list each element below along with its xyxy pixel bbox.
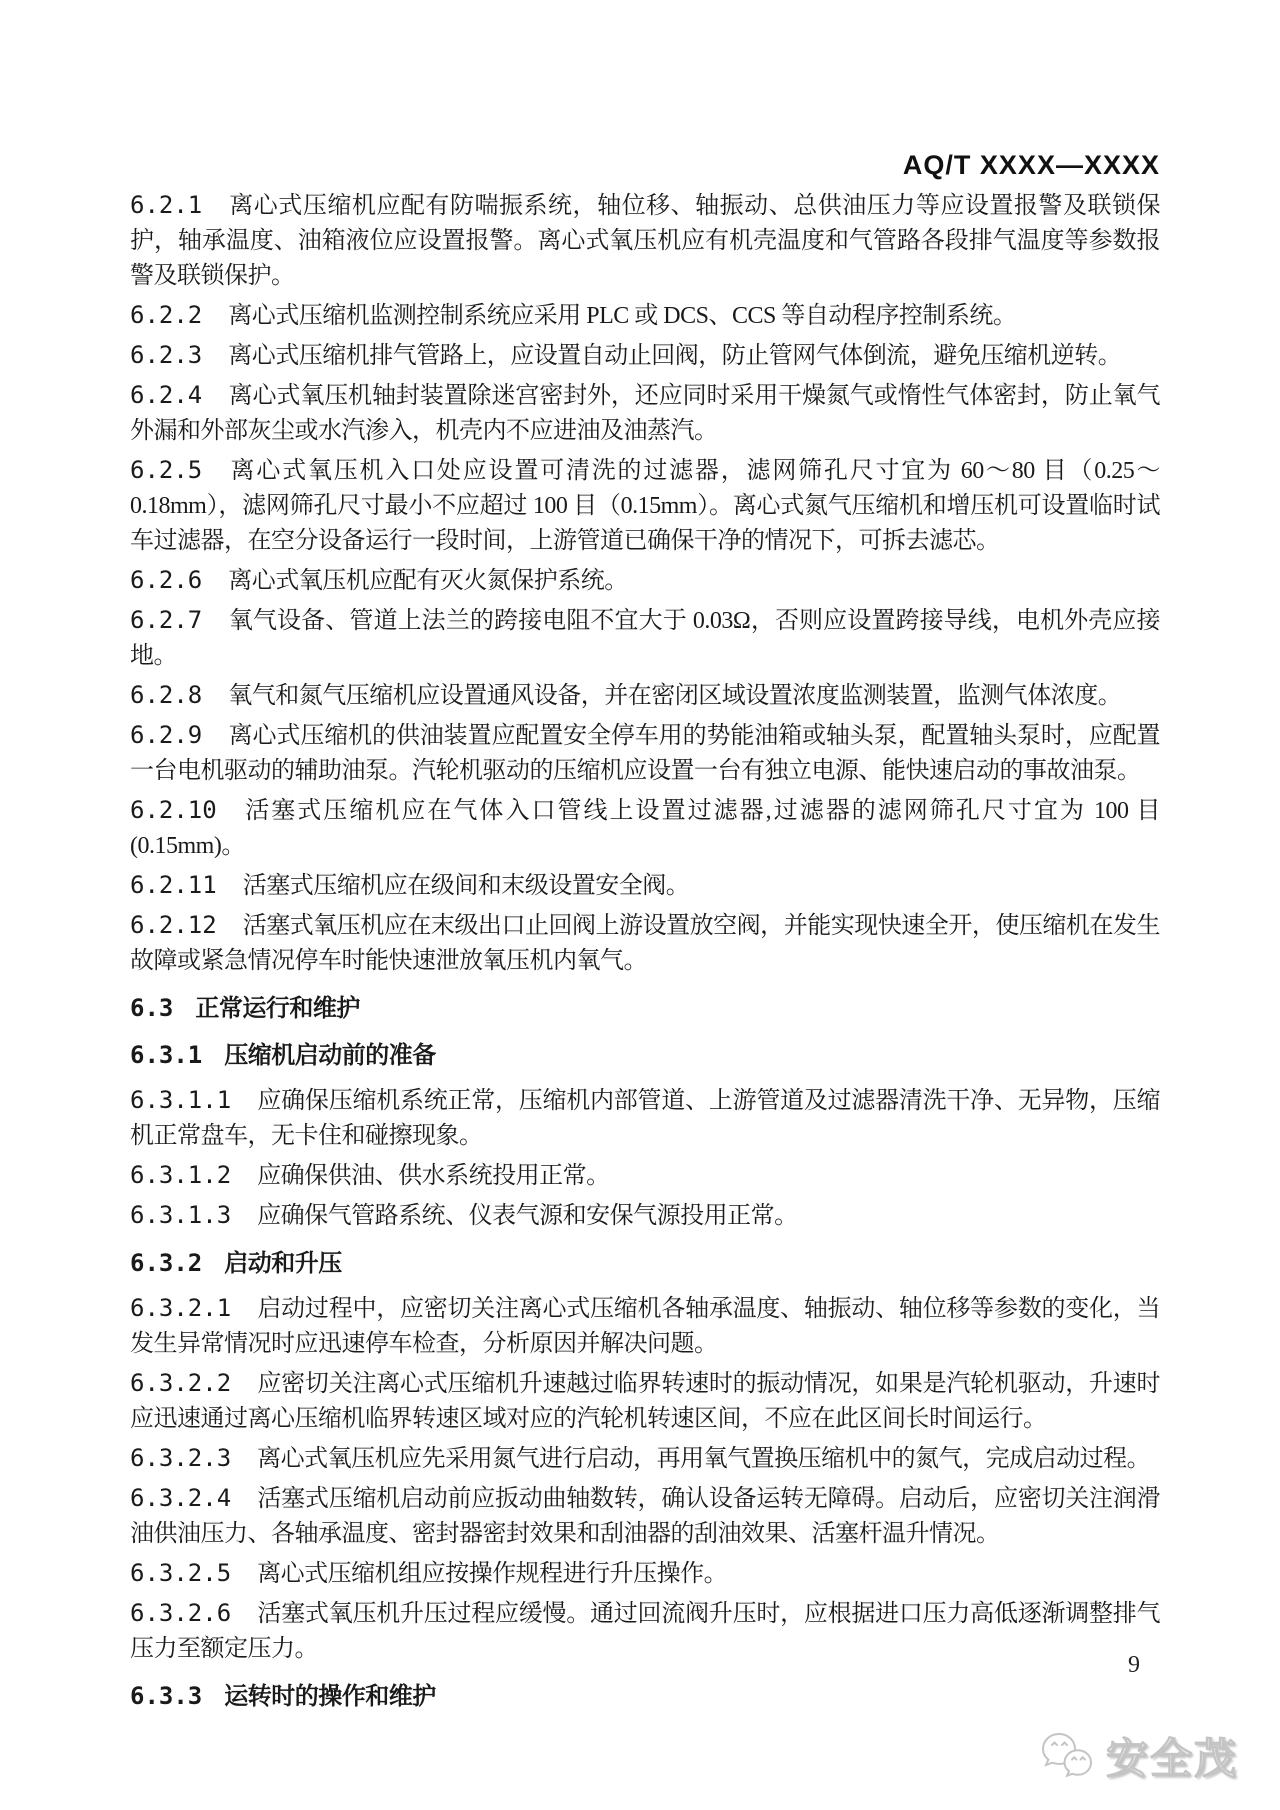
- clause-text: 启动过程中，应密切关注离心式压缩机各轴承温度、轴振动、轴位移等参数的变化，当发生异常情况时应迅速停车检查，分析原因并解决问题。: [130, 1296, 1160, 1357]
- clause-number: 6.3.1.2: [130, 1161, 232, 1189]
- heading-number: 6.3.2: [130, 1249, 203, 1277]
- clause-number: 6.2.6: [130, 566, 203, 594]
- clause-number: 6.2.3: [130, 341, 203, 369]
- clause-6.3.1.3: [130, 1198, 1160, 1234]
- clause-number: 6.2.5: [130, 456, 203, 484]
- clause-text: 离心式压缩机监测控制系统应采用 PLC 或 DCS、CCS 等自动程序控制系统。: [228, 303, 1017, 329]
- clause-6.2.10: [130, 793, 1160, 864]
- heading-6.3.1: [130, 1038, 1160, 1073]
- clause-6.2.12: [130, 908, 1160, 979]
- clause-text: 活塞式压缩机启动前应扳动曲轴数转，确认设备运转无障碍。启动后，应密切关注润滑油供油压力、各轴承温度、密封器密封效果和刮油器的刮油效果、活塞杆温升情况。: [130, 1486, 1160, 1547]
- clause-number: 6.3.2.3: [130, 1444, 232, 1472]
- standard-code: AQ/T XXXX—XXXX: [902, 150, 1160, 180]
- clause-text: 活塞式压缩机应在级间和末级设置安全阀。: [242, 873, 690, 899]
- clause-number: 6.2.7: [130, 606, 203, 634]
- wechat-chat-bubbles-icon: [1038, 1731, 1096, 1781]
- clause-text: 活塞式氧压机应在末级出口止回阀上游设置放空阀，并能实现快速全开，使压缩机在发生故障或紧急情况停车时能快速泄放氧压机内氧气。: [130, 913, 1160, 974]
- clause-6.3.2.4: [130, 1481, 1160, 1552]
- clause-text: 离心式氧压机应先采用氮气进行启动，再用氧气置换压缩机中的氮气，完成启动过程。: [257, 1446, 1151, 1472]
- clause-number: 6.2.9: [130, 721, 203, 749]
- clause-number: 6.3.1.3: [130, 1201, 232, 1229]
- clause-6.2.5: [130, 453, 1160, 559]
- clause-number: 6.2.10: [130, 796, 217, 824]
- clause-6.3.2.3: [130, 1441, 1160, 1477]
- clause-number: 6.2.1: [130, 191, 203, 219]
- clause-6.2.7: [130, 603, 1160, 674]
- clause-number: 6.2.2: [130, 301, 203, 329]
- clause-text: 氧气和氮气压缩机应设置通风设备，并在密闭区域设置浓度监测装置，监测气体浓度。: [228, 683, 1122, 709]
- clause-number: 6.3.2.5: [130, 1559, 232, 1587]
- clause-text: 应确保供油、供水系统投用正常。: [257, 1163, 610, 1189]
- clause-6.3.2.2: [130, 1366, 1160, 1437]
- heading-6.3: [130, 991, 1160, 1026]
- page-number: 9: [1128, 1652, 1140, 1678]
- clause-number: 6.3.2.4: [130, 1484, 232, 1512]
- clause-number: 6.2.8: [130, 681, 203, 709]
- heading-number: 6.3: [130, 994, 174, 1022]
- clause-6.3.1.1: [130, 1083, 1160, 1154]
- clause-text: 离心式压缩机组应按操作规程进行升压操作。: [257, 1561, 728, 1587]
- clause-text: 离心式氧压机应配有灭火氮保护系统。: [228, 568, 628, 594]
- clause-text: 应密切关注离心式压缩机升速越过临界转速时的振动情况，如果是汽轮机驱动，升速时应迅速通过离心压缩机临界转速区域对应的汽轮机转速区间，不应在此区间长时间运行。: [130, 1371, 1160, 1432]
- clause-6.2.1: [130, 188, 1160, 294]
- clause-6.2.2: [130, 298, 1160, 334]
- clause-text: 离心式氧压机入口处应设置可清洗的过滤器，滤网筛孔尺寸宜为 60～80 目（0.25～0.18mm），滤网筛孔尺寸最小不应超过 100 目（0.15mm）。离心式氮气压缩机和增压机可设置临时试车过滤器，在空分设备运行一段时间，上游管道已确保干净的情况下，可拆去滤芯。: [130, 458, 1160, 554]
- clause-text: 应确保压缩机系统正常，压缩机内部管道、上游管道及过滤器清洗干净、无异物，压缩机正常盘车，无卡住和碰擦现象。: [130, 1088, 1160, 1149]
- clause-6.3.2.6: [130, 1596, 1160, 1667]
- clause-text: 活塞式压缩机应在气体入口管线上设置过滤器,过滤器的滤网筛孔尺寸宜为 100 目(0.15mm)。: [130, 798, 1160, 859]
- heading-title: 启动和升压: [224, 1250, 342, 1277]
- clause-text: 离心式压缩机应配有防喘振系统，轴位移、轴振动、总供油压力等应设置报警及联锁保护，轴承温度、油箱液位应设置报警。离心式氧压机应有机壳温度和气管路各段排气温度等参数报警及联锁保护。: [130, 193, 1160, 289]
- clause-number: 6.2.12: [130, 911, 217, 939]
- watermark-text: 安全茂: [1105, 1735, 1238, 1782]
- document-header: [903, 150, 1160, 181]
- heading-title: 运转时的操作和维护: [224, 1683, 436, 1710]
- heading-title: 压缩机启动前的准备: [224, 1042, 436, 1069]
- document-body: [130, 188, 1160, 1724]
- heading-title: 正常运行和维护: [195, 995, 360, 1022]
- clause-6.2.6: [130, 563, 1160, 599]
- clause-number: 6.2.11: [130, 871, 217, 899]
- heading-6.3.3: [130, 1679, 1160, 1714]
- clause-text: 离心式压缩机排气管路上，应设置自动止回阀，防止管网气体倒流，避免压缩机逆转。: [228, 343, 1122, 369]
- clause-text: 离心式压缩机的供油装置应配置安全停车用的势能油箱或轴头泵，配置轴头泵时，应配置一台电机驱动的辅助油泵。汽轮机驱动的压缩机应设置一台有独立电源、能快速启动的事故油泵。: [130, 723, 1160, 784]
- watermark: [1038, 1726, 1238, 1786]
- clause-number: 6.3.2.2: [130, 1369, 232, 1397]
- clause-6.2.3: [130, 338, 1160, 374]
- heading-number: 6.3.1: [130, 1041, 203, 1069]
- clause-6.3.2.1: [130, 1291, 1160, 1362]
- clause-number: 6.3.2.1: [130, 1294, 232, 1322]
- clause-text: 应确保气管路系统、仪表气源和安保气源投用正常。: [257, 1203, 798, 1229]
- clause-6.2.11: [130, 868, 1160, 904]
- clause-text: 离心式氧压机轴封装置除迷宫密封外，还应同时采用干燥氮气或惰性气体密封，防止氧气外漏和外部灰尘或水汽渗入，机壳内不应进油及油蒸汽。: [130, 383, 1160, 444]
- heading-number: 6.3.3: [130, 1682, 203, 1710]
- clause-6.2.9: [130, 718, 1160, 789]
- clause-number: 6.2.4: [130, 381, 203, 409]
- clause-6.2.4: [130, 378, 1160, 449]
- heading-6.3.2: [130, 1246, 1160, 1281]
- clause-text: 氧气设备、管道上法兰的跨接电阻不宜大于 0.03Ω，否则应设置跨接导线，电机外壳应接地。: [130, 608, 1160, 669]
- clause-6.3.1.2: [130, 1158, 1160, 1194]
- clause-number: 6.3.2.6: [130, 1599, 232, 1627]
- clause-number: 6.3.1.1: [130, 1086, 232, 1114]
- clause-text: 活塞式氧压机升压过程应缓慢。通过回流阀升压时，应根据进口压力高低逐渐调整排气压力至额定压力。: [130, 1601, 1160, 1662]
- clause-6.3.2.5: [130, 1556, 1160, 1592]
- clause-6.2.8: [130, 678, 1160, 714]
